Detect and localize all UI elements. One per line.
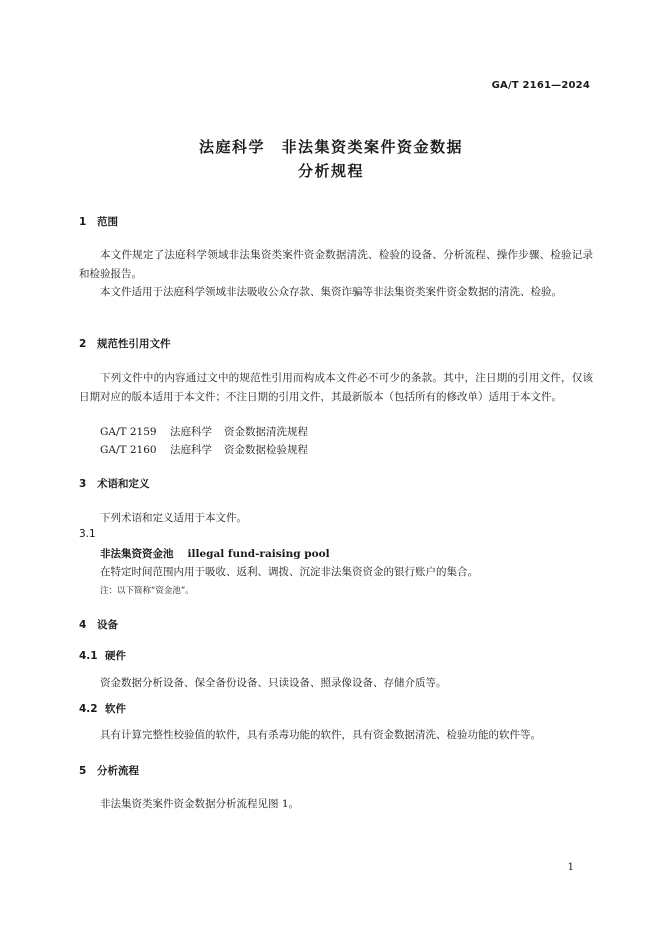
section-number: 2 bbox=[79, 338, 87, 350]
document-title-line2: 分析规程 bbox=[297, 162, 364, 180]
page-number: 1 bbox=[567, 862, 574, 873]
subsection-title: 软件 bbox=[105, 703, 126, 715]
reference-code: GA/T 2159 bbox=[100, 426, 157, 438]
section-4-heading bbox=[79, 617, 118, 632]
paragraph-text: 本文件适用于法庭科学领域非法吸收公众存款、集资诈骗等非法集资类案件资金数据的清洗、检验。 bbox=[100, 286, 562, 298]
section-number: 5 bbox=[79, 765, 87, 777]
section-1-heading bbox=[79, 214, 118, 229]
reference-field: 法庭科学 bbox=[170, 426, 212, 438]
subsection-4-2-text: 具有计算完整性校验值的软件，具有杀毒功能的软件，具有资金数据清洗、检验功能的软件等。 bbox=[100, 729, 541, 741]
subsection-4-1-heading bbox=[79, 648, 126, 663]
section-number: 1 bbox=[79, 216, 87, 228]
normative-reference bbox=[100, 424, 308, 439]
subsection-number: 4.1 bbox=[79, 650, 98, 662]
subsection-number: 4.2 bbox=[79, 703, 98, 715]
subsection-4-2-heading bbox=[79, 701, 126, 716]
reference-code: GA/T 2160 bbox=[100, 444, 157, 456]
section-title: 术语和定义 bbox=[97, 478, 150, 490]
document-title-line1: 法庭科学 非法集资类案件资金数据 bbox=[198, 138, 463, 156]
section-5-paragraph-1: 非法集资类案件资金数据分析流程见图 1。 bbox=[100, 798, 300, 810]
subsection-4-1-text: 资金数据分析设备、保全备份设备、只读设备、照录像设备、存储介质等。 bbox=[100, 677, 447, 689]
term-entry bbox=[100, 546, 330, 561]
paragraph-text: 本文件规定了法庭科学领域非法集资类案件资金数据清洗、检验的设备、分析流程、操作步骤、检验记录和检验报告。 bbox=[79, 249, 593, 280]
term-number: 3.1 bbox=[79, 528, 96, 540]
section-2-heading bbox=[79, 336, 171, 351]
section-2-paragraph-1 bbox=[79, 369, 593, 406]
section-title: 范围 bbox=[97, 216, 118, 228]
subsection-title: 硬件 bbox=[105, 650, 126, 662]
section-number: 3 bbox=[79, 478, 87, 490]
section-number: 4 bbox=[79, 619, 87, 631]
section-5-heading bbox=[79, 763, 139, 778]
term-note: 注：以下简称“资金池”。 bbox=[100, 586, 194, 596]
normative-reference bbox=[100, 442, 308, 457]
section-title: 分析流程 bbox=[97, 765, 139, 777]
paragraph-text: 下列文件中的内容通过文中的规范性引用而构成本文件必不可少的条款。其中，注日期的引用文件，仅该日期对应的版本适用于本文件；不注日期的引用文件，其最新版本（包括所有的修改单）适用于本文件。 bbox=[79, 372, 593, 403]
term-chinese: 非法集资资金池 bbox=[100, 548, 174, 560]
reference-title: 资金数据清洗规程 bbox=[224, 426, 308, 438]
section-title: 规范性引用文件 bbox=[97, 338, 171, 350]
section-title: 设备 bbox=[97, 619, 118, 631]
term-definition: 在特定时间范围内用于吸收、返利、调拨、沉淀非法集资资金的银行账户的集合。 bbox=[100, 566, 478, 578]
reference-field: 法庭科学 bbox=[170, 444, 212, 456]
section-3-heading bbox=[79, 476, 150, 491]
section-3-paragraph-1: 下列术语和定义适用于本文件。 bbox=[100, 512, 247, 524]
term-english: illegal fund-raising pool bbox=[187, 548, 330, 560]
reference-title: 资金数据检验规程 bbox=[224, 444, 308, 456]
section-1-paragraph-1 bbox=[79, 246, 593, 283]
section-1-paragraph-2 bbox=[79, 283, 593, 302]
standard-code: GA/T 2161—2024 bbox=[491, 80, 590, 91]
